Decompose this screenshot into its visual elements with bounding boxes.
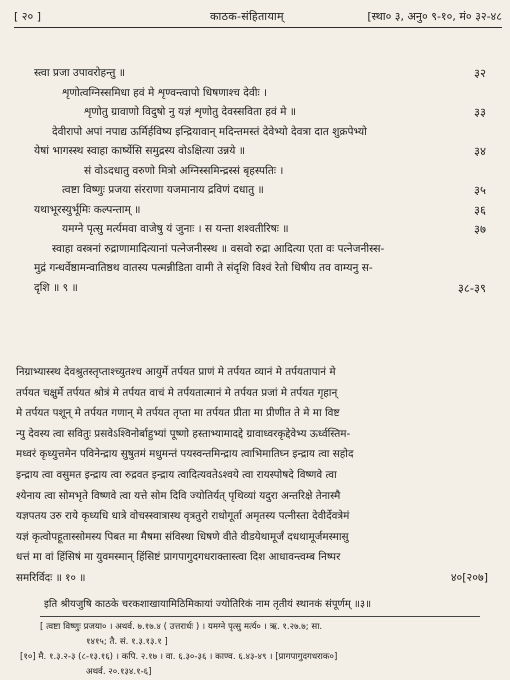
footnote-line: १४१५; तै. सं. १.३.१३.१ ]	[86, 637, 168, 647]
verse-number: ३५	[474, 183, 486, 197]
footnotes	[20, 620, 500, 680]
page-number: [ २० ]	[14, 10, 42, 23]
prose-line: मे तर्पयत पशून् मे तर्पयत गणान् मे तर्पयत तृप्ता मा तर्पयत प्रीता मा प्रीणीत ते मे मा विष्ट	[16, 407, 340, 420]
verse-line	[34, 259, 486, 279]
verse-text: देवीरापो अपां नपाद्य ऊर्मिर्हविष्य इन्द्रियावान् मदिन्तमस्तं देवेभ्यो देवत्रा दात शुक्रपेभ्यो	[52, 125, 367, 138]
verse-text: स्वाहा वस्त्रनां रुद्राणामादित्यानां पत्नेजनीस्स्थ ॥ वसवो रुद्रा आदित्या एता वः पत्नेजनीस्स-	[52, 242, 385, 255]
verse-line	[34, 64, 486, 84]
prose-block	[16, 362, 488, 589]
verse-number: ३३	[474, 105, 486, 119]
colophon: इति श्रीयजुषि काठके चरकशाखायामिठिमिकायां ज्योतिरिकं नाम तृतीयं स्थानकं संपूर्णम् ॥३॥	[44, 599, 372, 610]
header-rule	[14, 27, 502, 28]
footnote-line: [१०] मै. १.३.२-३ (८-१३.१६) । कपि. २.१७ । वा. ६.३०-३६ । काण्व. ६.४३-४९ । [प्रागपागुदगधराक०]	[20, 652, 338, 662]
verse-number: ३७	[474, 222, 486, 236]
verse-text: शृणोत्वग्निस्समिधा हवं मे शृण्वन्त्वापो धिषणाश्च देवीः ।	[62, 86, 268, 99]
verse-text: दृशि ॥ ९ ॥	[34, 281, 78, 294]
verse-line	[34, 279, 486, 299]
verse-number: ३२	[474, 66, 486, 80]
prose-line: न्पु देवस्य त्वा सवितुः प्रसवेऽश्विनोर्बाहुभ्यां पूष्णो हस्ताभ्यामादद्दे ग्रावाध्वरकृद्देवेभ्य ऊर्ध्वस्तिम-	[16, 427, 351, 440]
verse-line	[34, 162, 486, 182]
section-reference: [स्था० ३, अनु० ९-१०, मं० ३२-४८	[367, 10, 502, 23]
prose-line: यज्ञं कृत्वोपहूतास्सोमस्य पिबत मा मैषमा संविस्था धिषणे वीते वीडयेथामूर्जं दधथामूर्जमस्मासु	[16, 530, 349, 543]
verse-text: स्त्वा प्रजा उपावरोहन्तु ॥	[34, 67, 126, 79]
verse-text: सं वोऽदधातु वरुणो मित्रो अग्निस्समिन्द्रस्सं बृहस्पतिः ।	[84, 164, 284, 177]
verse-line	[34, 142, 486, 162]
footnote-rule	[40, 616, 480, 617]
verse-block	[34, 64, 486, 298]
verse-text: शृणोतु ग्रावाणो विदुषो नु यज्ञं शृणोतु देवस्सविता हवं मे ॥	[84, 106, 297, 118]
footnote-line: [ त्वष्टा विष्णुः प्रजया० । अथर्व. ७.१७.४ ( उत्तरार्धः ) । यमग्ने पृत्सु मर्त्य० । ऋ. १.२७.७; सा.	[40, 622, 323, 632]
verse-line	[34, 103, 486, 123]
verse-line	[34, 220, 486, 240]
verse-text: यथाभूरस्युर्भूमिः कल्पन्ताम् ॥	[34, 203, 141, 216]
prose-line: मध्वरं कृध्युत्तमेन पविनेन्द्राय सुषुतमं मधुमन्तं पयस्वन्तमिन्द्राय त्वाभिमातिघ्न इन्द्राय त्वा सहोद	[16, 448, 354, 461]
prose-line: यज्ञपतय उरु राये कृध्यधि धात्रे वोचस्स्वात्रास्थ वृत्रतुरो राधोगूर्ता अमृतस्य पत्नीस्ता देवीर्देवत्रेमं	[16, 510, 350, 523]
verse-line	[34, 84, 486, 104]
prose-number: ४०[२०७]	[450, 570, 488, 584]
page-header	[14, 6, 502, 28]
verse-text: त्वष्टा विष्णुः प्रजया संरराणा यजमानाय द्रविणं दधातु ॥	[62, 184, 264, 196]
prose-line: श्येनाय त्वा सोमभृते विष्णवे त्वा यत्ते सोम दिवि ज्योतिर्यत् पृथिव्यां यदुरा अन्तरिक्षे तेनास्मै	[16, 489, 341, 502]
verse-line	[34, 240, 486, 260]
page-title: काठक-संहितायाम्	[210, 10, 284, 23]
verse-text: येषां भागस्स्थ स्वाहा कार्ष्येसि समुद्रस्य वोऽक्षित्या उन्नये ॥	[34, 145, 246, 157]
prose-line	[16, 568, 488, 589]
prose-text: समरिर्विदः ॥ १० ॥	[16, 571, 86, 584]
verse-line	[34, 123, 486, 143]
verse-number: ३८-३९	[457, 280, 486, 295]
prose-line: धत्तं मा वां हिंसिषं मा युवमस्मान् हिंसिष्टं प्रागपागुदगधराक्तास्त्वा दिश आधावन्त्वम्ब निष्पर	[16, 551, 341, 564]
prose-line: इन्द्राय त्वा वसुमत इन्द्राय त्वा रुद्रवत इन्द्राय त्वादित्यवतेऽश्वये त्वा रायस्पोषदे विष्णवे त्वा	[16, 468, 337, 481]
footnote-line: अथर्व. २०.१३४.१-६]	[86, 667, 152, 677]
verse-text: मुद्रं गन्धर्वेष्ठामन्वातिष्ठथ वातस्य पत्मन्नीडिता वामी ते संदृशि विश्वं रेतो धिषीय तव वाम्यनु स-	[34, 262, 373, 274]
verse-number: ३४	[474, 144, 486, 158]
verse-number: ३६	[474, 202, 486, 217]
verse-line	[34, 201, 486, 221]
verse-text: यमग्ने पृत्सु मर्त्यमवा वाजेषु यं जुनाः । स यन्ता शश्वतीरिषः ॥	[62, 223, 289, 235]
prose-line: तर्पयत चक्षुर्मे तर्पयत श्रोत्रं मे तर्पयत वाचं मे तर्पयतात्मानं मे तर्पयत प्रजां मे तर्पयत गृहान्	[16, 386, 338, 399]
verse-line	[34, 181, 486, 201]
prose-line: निग्राभ्यास्स्थ देवश्रुतस्तृप्ताश्च्युतश्च आयुर्मे तर्पयत प्राणं मे तर्पयत व्यानं मे तर्पयतापानं मे	[16, 366, 336, 378]
